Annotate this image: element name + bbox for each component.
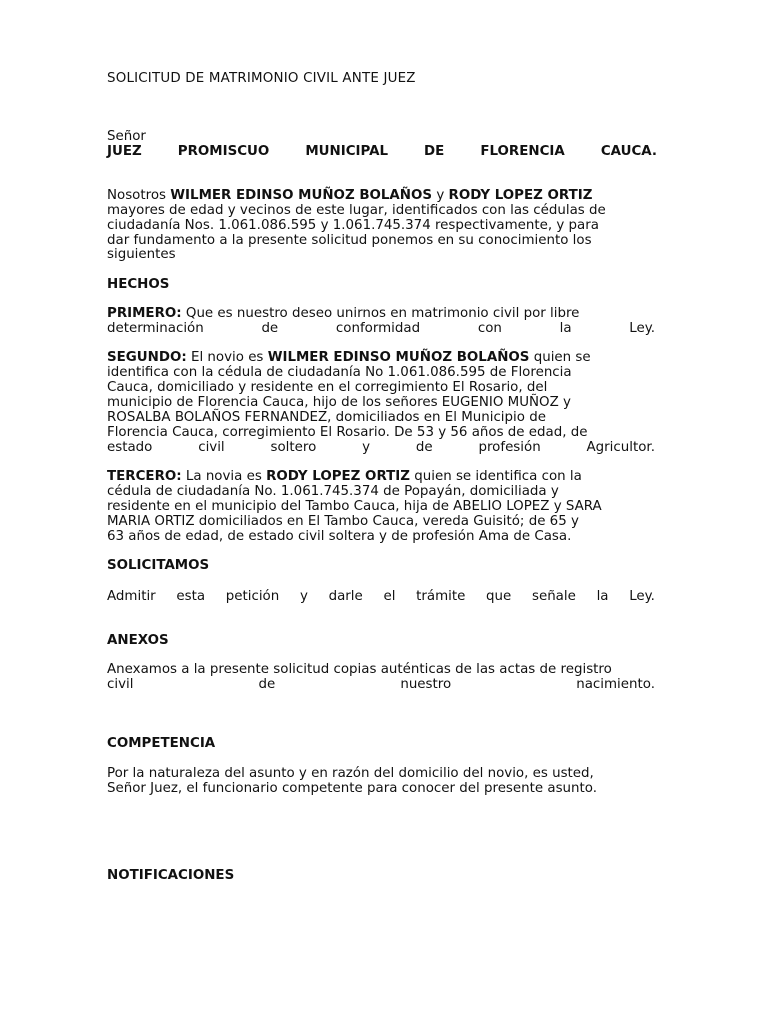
- anexos-line-2: civil de nuestro nacimiento.: [107, 677, 655, 692]
- competencia-line-2: Señor Juez, el funcionario competente para conocer del presente asunto.: [107, 781, 597, 796]
- salutation: Señor: [107, 129, 146, 144]
- tercero-line-5: 63 años de edad, de estado civil soltera y de profesión Ama de Casa.: [107, 529, 572, 544]
- document-title: SOLICITUD DE MATRIMONIO CIVIL ANTE JUEZ: [107, 71, 416, 86]
- hechos-heading: HECHOS: [107, 277, 170, 292]
- intro-line-3: ciudadanía Nos. 1.061.086.595 y 1.061.745.374 respectivamente, y para: [107, 218, 599, 233]
- anexos-line-1: Anexamos a la presente solicitud copias auténticas de las actas de registro: [107, 662, 612, 677]
- intro-line-1: Nosotros WILMER EDINSO MUÑOZ BOLAÑOS y RODY LOPEZ ORTIZ: [107, 188, 593, 203]
- segundo-line-6: Florencia Cauca, corregimiento El Rosario. De 53 y 56 años de edad, de: [107, 425, 588, 440]
- primero-line-2: determinación de conformidad con la Ley.: [107, 321, 655, 336]
- intro-line-5: siguientes: [107, 247, 176, 262]
- anexos-heading: ANEXOS: [107, 633, 169, 648]
- tercero-line-2: cédula de ciudadanía No. 1.061.745.374 de Popayán, domiciliada y: [107, 484, 559, 499]
- tercero-line-3: residente en el municipio del Tambo Cauca, hija de ABELIO LOPEZ y SARA: [107, 499, 602, 514]
- segundo-line-2: identifica con la cédula de ciudadanía No 1.061.086.595 de Florencia: [107, 365, 572, 380]
- competencia-heading: COMPETENCIA: [107, 736, 216, 751]
- solicitamos-text: Admitir esta petición y darle el trámite que señale la Ley.: [107, 589, 655, 604]
- intro-line-2: mayores de edad y vecinos de este lugar, identificados con las cédulas de: [107, 203, 606, 218]
- segundo-line-7: estado civil soltero y de profesión Agricultor.: [107, 440, 655, 455]
- segundo-line-4: municipio de Florencia Cauca, hijo de los señores EUGENIO MUÑOZ y: [107, 395, 571, 410]
- solicitamos-heading: SOLICITAMOS: [107, 558, 210, 573]
- segundo-line-5: ROSALBA BOLAÑOS FERNANDEZ, domiciliados en El Municipio de: [107, 410, 546, 425]
- addressee: JUEZ PROMISCUO MUNICIPAL DE FLORENCIA CAUCA.: [107, 144, 657, 159]
- tercero-line-1: TERCERO: La novia es RODY LOPEZ ORTIZ quien se identifica con la: [107, 469, 582, 484]
- segundo-line-1: SEGUNDO: El novio es WILMER EDINSO MUÑOZ BOLAÑOS quien se: [107, 350, 591, 365]
- notificaciones-heading: NOTIFICACIONES: [107, 868, 235, 883]
- competencia-line-1: Por la naturaleza del asunto y en razón del domicilio del novio, es usted,: [107, 766, 594, 781]
- tercero-line-4: MARIA ORTIZ domiciliados en El Tambo Cauca, vereda Guisitó; de 65 y: [107, 514, 579, 529]
- intro-line-4: dar fundamento a la presente solicitud ponemos en su conocimiento los: [107, 233, 592, 248]
- segundo-line-3: Cauca, domiciliado y residente en el corregimiento El Rosario, del: [107, 380, 548, 395]
- primero-line-1: PRIMERO: Que es nuestro deseo unirnos en matrimonio civil por libre: [107, 306, 580, 321]
